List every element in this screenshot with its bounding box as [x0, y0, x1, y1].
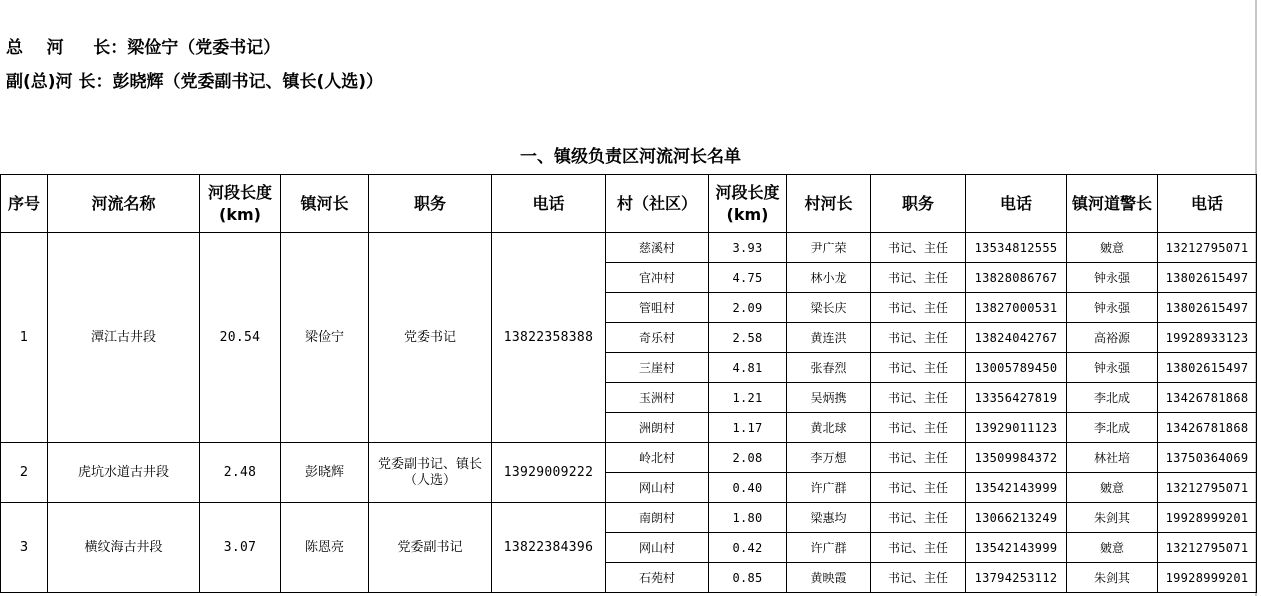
village-length: 0.42: [709, 533, 787, 563]
river-chief-table: [0, 174, 1257, 593]
table-row: [1, 443, 1257, 473]
town-chief-position: 党委书记: [369, 233, 492, 443]
col-header: 序号: [1, 175, 48, 233]
river-police-phone: 13212795071: [1158, 233, 1257, 263]
village-length: 1.21: [709, 383, 787, 413]
table-body: [1, 233, 1257, 593]
river-police-phone: 19928999201: [1158, 563, 1257, 593]
village-chief-phone: 13542143999: [966, 473, 1067, 503]
river-police: 李北成: [1067, 383, 1158, 413]
village-length: 0.85: [709, 563, 787, 593]
col-header: 镇河道警长: [1067, 175, 1158, 233]
village-chief-phone: 13824042767: [966, 323, 1067, 353]
col-header: 电话: [966, 175, 1067, 233]
row-index: 3: [1, 503, 48, 593]
village-chief-position: 书记、主任: [871, 533, 966, 563]
village-name: 岭北村: [606, 443, 709, 473]
town-river-chief: 彭晓辉: [281, 443, 369, 503]
village-chief-phone: 13929011123: [966, 413, 1067, 443]
river-police: 朱剑其: [1067, 563, 1158, 593]
village-name: 石苑村: [606, 563, 709, 593]
village-length: 2.09: [709, 293, 787, 323]
col-header: 河流名称: [48, 175, 200, 233]
river-police-phone: 13212795071: [1158, 533, 1257, 563]
town-chief-phone: 13822358388: [492, 233, 606, 443]
village-name: 慈溪村: [606, 233, 709, 263]
col-header: 河段长度(km): [200, 175, 281, 233]
river-police: 林社培: [1067, 443, 1158, 473]
village-chief-phone: 13827000531: [966, 293, 1067, 323]
village-chief-phone: 13542143999: [966, 533, 1067, 563]
village-name: 玉洲村: [606, 383, 709, 413]
village-chief-position: 书记、主任: [871, 413, 966, 443]
village-length: 2.58: [709, 323, 787, 353]
village-length: 4.81: [709, 353, 787, 383]
col-header: 河段长度(km): [709, 175, 787, 233]
village-chief: 黄北球: [787, 413, 871, 443]
village-chief-phone: 13066213249: [966, 503, 1067, 533]
village-chief: 李万想: [787, 443, 871, 473]
river-police-phone: 19928933123: [1158, 323, 1257, 353]
river-police-phone: 13750364069: [1158, 443, 1257, 473]
village-chief-phone: 13005789450: [966, 353, 1067, 383]
village-name: 南朗村: [606, 503, 709, 533]
village-name: 网山村: [606, 533, 709, 563]
chief-river-head: 总 河 长：梁俭宁（党委书记）: [6, 38, 281, 58]
village-chief-position: 书记、主任: [871, 383, 966, 413]
village-chief: 梁惠均: [787, 503, 871, 533]
village-name: 官冲村: [606, 263, 709, 293]
river-police-phone: 19928999201: [1158, 503, 1257, 533]
river-police: 钟永强: [1067, 353, 1158, 383]
river-police: 钟永强: [1067, 293, 1158, 323]
village-chief: 尹广荣: [787, 233, 871, 263]
village-name: 奇乐村: [606, 323, 709, 353]
village-name: 洲朗村: [606, 413, 709, 443]
village-chief: 林小龙: [787, 263, 871, 293]
col-header: 村（社区）: [606, 175, 709, 233]
row-index: 2: [1, 443, 48, 503]
river-length: 20.54: [200, 233, 281, 443]
village-chief-position: 书记、主任: [871, 443, 966, 473]
river-police: 高裕源: [1067, 323, 1158, 353]
river-length: 2.48: [200, 443, 281, 503]
table-row: [1, 503, 1257, 533]
deputy-river-head: 副(总)河 长：彭晓辉（党委副书记、镇长(人选)）: [6, 72, 383, 92]
village-name: 三崖村: [606, 353, 709, 383]
river-police-phone: 13426781868: [1158, 383, 1257, 413]
village-length: 4.75: [709, 263, 787, 293]
village-name: 管咀村: [606, 293, 709, 323]
river-police-phone: 13802615497: [1158, 353, 1257, 383]
river-length: 3.07: [200, 503, 281, 593]
village-chief-phone: 13356427819: [966, 383, 1067, 413]
river-police-phone: 13802615497: [1158, 293, 1257, 323]
village-chief-phone: 13828086767: [966, 263, 1067, 293]
river-name: 虎坑水道古井段: [48, 443, 200, 503]
col-header: 电话: [492, 175, 606, 233]
village-chief-position: 书记、主任: [871, 323, 966, 353]
village-length: 0.40: [709, 473, 787, 503]
village-name: 网山村: [606, 473, 709, 503]
village-chief: 许广群: [787, 533, 871, 563]
village-chief-position: 书记、主任: [871, 353, 966, 383]
town-chief-phone: 13822384396: [492, 503, 606, 593]
village-chief: 张春烈: [787, 353, 871, 383]
river-police: 皴意: [1067, 473, 1158, 503]
col-header: 村河长: [787, 175, 871, 233]
table-row: [1, 233, 1257, 263]
village-chief: 黄映霞: [787, 563, 871, 593]
village-chief: 黄连洪: [787, 323, 871, 353]
river-police: 钟永强: [1067, 263, 1158, 293]
village-chief-position: 书记、主任: [871, 263, 966, 293]
village-chief-phone: 13534812555: [966, 233, 1067, 263]
village-chief: 许广群: [787, 473, 871, 503]
village-length: 2.08: [709, 443, 787, 473]
col-header: 电话: [1158, 175, 1257, 233]
river-name: 潭江古井段: [48, 233, 200, 443]
river-police: 李北成: [1067, 413, 1158, 443]
river-police-phone: 13212795071: [1158, 473, 1257, 503]
village-length: 3.93: [709, 233, 787, 263]
town-river-chief: 陈恩亮: [281, 503, 369, 593]
col-header: 职务: [369, 175, 492, 233]
row-index: 1: [1, 233, 48, 443]
header-row: [1, 175, 1257, 233]
town-river-chief: 梁俭宁: [281, 233, 369, 443]
town-chief-position: 党委副书记: [369, 503, 492, 593]
river-name: 横纹海古井段: [48, 503, 200, 593]
village-chief: 吴炳携: [787, 383, 871, 413]
village-chief-position: 书记、主任: [871, 503, 966, 533]
river-police-phone: 13802615497: [1158, 263, 1257, 293]
town-chief-position: 党委副书记、镇长（人选）: [369, 443, 492, 503]
river-police: 皴意: [1067, 533, 1158, 563]
village-chief-phone: 13509984372: [966, 443, 1067, 473]
village-chief-position: 书记、主任: [871, 293, 966, 323]
village-chief-phone: 13794253112: [966, 563, 1067, 593]
section-title: 一、镇级负责区河流河长名单: [520, 147, 741, 167]
village-length: 1.17: [709, 413, 787, 443]
village-chief-position: 书记、主任: [871, 233, 966, 263]
col-header: 镇河长: [281, 175, 369, 233]
village-chief: 梁长庆: [787, 293, 871, 323]
river-police: 皴意: [1067, 233, 1158, 263]
village-length: 1.80: [709, 503, 787, 533]
village-chief-position: 书记、主任: [871, 473, 966, 503]
river-police-phone: 13426781868: [1158, 413, 1257, 443]
col-header: 职务: [871, 175, 966, 233]
town-chief-phone: 13929009222: [492, 443, 606, 503]
river-police: 朱剑其: [1067, 503, 1158, 533]
village-chief-position: 书记、主任: [871, 563, 966, 593]
